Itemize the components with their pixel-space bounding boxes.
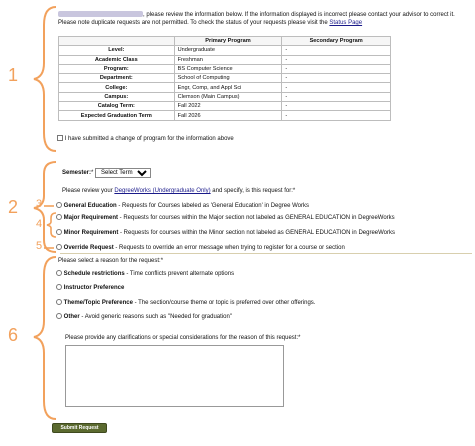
annotation-6: 6 xyxy=(8,325,19,345)
schedule-restrictions-radio[interactable] xyxy=(56,270,62,276)
semester-label: Semester: xyxy=(62,170,92,176)
theme-topic-preference-radio[interactable] xyxy=(56,299,62,305)
redacted-name xyxy=(58,11,143,17)
minor-requirement-radio[interactable] xyxy=(56,229,62,235)
other-reason-radio[interactable] xyxy=(56,313,62,319)
submit-request-button[interactable]: Submit Request xyxy=(52,423,107,433)
semester-row: Semester:* Select Term xyxy=(62,168,151,178)
general-education-radio[interactable] xyxy=(56,202,62,208)
instructor-preference-radio[interactable] xyxy=(56,284,62,290)
table-row: Level: Undergraduate - xyxy=(59,46,391,55)
request-type-major-requirement[interactable]: Major Requirement - Requests for courses within the Major section not labeled as GENERAL EDUCATION in DegreeWorks xyxy=(56,214,395,222)
override-request-radio[interactable] xyxy=(56,244,62,250)
reason-theme-topic-preference[interactable]: Theme/Topic Preference - The section/course theme or topic is preferred over other offerings. xyxy=(56,299,315,307)
annotation-2: 2 xyxy=(8,197,19,217)
annotation-4: 4 xyxy=(36,218,43,230)
annotation-5: 5 xyxy=(36,240,43,252)
section-divider xyxy=(60,253,472,254)
semester-select[interactable] xyxy=(95,168,151,178)
table-row: Department: School of Computing - xyxy=(59,74,391,83)
reason-instructor-preference[interactable]: Instructor Preference xyxy=(56,284,124,292)
table-row: College: Engr, Comp, and Appl Sci - xyxy=(59,83,391,92)
clarify-label: Please provide any clarifications or special considerations for the reason of this request:* xyxy=(65,335,301,341)
reason-other[interactable]: Other - Avoid generic reasons such as "Needed for graduation" xyxy=(56,313,232,321)
status-page-link[interactable]: Status Page xyxy=(329,20,363,26)
program-table xyxy=(58,36,391,121)
table-row: Academic Class Freshman - xyxy=(59,55,391,64)
request-type-minor-requirement[interactable]: Minor Requirement - Requests for courses within the Minor section not labeled as GENERAL EDUCATION in DegreeWorks xyxy=(56,229,395,237)
change-program-label: I have submitted a change of program for the information above xyxy=(64,136,234,142)
table-row: Campus: Clemson (Main Campus) - xyxy=(59,92,391,101)
bracket-1 xyxy=(30,5,60,155)
table-row: Program: BS Computer Science - xyxy=(59,64,391,73)
request-type-general-education[interactable]: General Education - Requests for Courses labeled as 'General Education' in Degree Works xyxy=(56,202,309,210)
arrow-3 xyxy=(43,203,55,209)
reason-prompt: Please select a reason for the request:* xyxy=(58,258,164,264)
degreeworks-link[interactable]: DegreeWorks (Undergraduate Only) xyxy=(114,188,211,194)
table-row: Catalog Term: Fall 2022 - xyxy=(59,102,391,111)
table-row: Expected Graduation Term Fall 2026 - xyxy=(59,111,391,120)
reason-schedule-restrictions[interactable]: Schedule restrictions - Time conflicts prevent alternate options xyxy=(56,270,234,278)
bracket-6 xyxy=(30,255,60,423)
major-requirement-radio[interactable] xyxy=(56,214,62,220)
intro-text: , please review the information below. If the information displayed is incorrect please contact your advisor to correct it. Please note duplicate requests are not permitted. To check the status of your requests please visit the Status Page xyxy=(58,12,455,26)
review-prompt: Please review your DegreeWorks (Undergraduate Only) and specify, is this request for:* xyxy=(62,188,296,194)
change-program-row xyxy=(57,135,234,143)
annotation-1: 1 xyxy=(8,65,19,85)
request-type-override-request[interactable]: Override Request - Requests to override an error message when trying to register for a course or section xyxy=(56,244,345,252)
arrow-5 xyxy=(43,245,55,251)
change-program-checkbox[interactable] xyxy=(57,135,63,141)
clarify-textarea[interactable] xyxy=(65,345,284,407)
annotation-3: 3 xyxy=(36,198,43,210)
table-header: Primary Program Secondary Program xyxy=(59,37,391,46)
